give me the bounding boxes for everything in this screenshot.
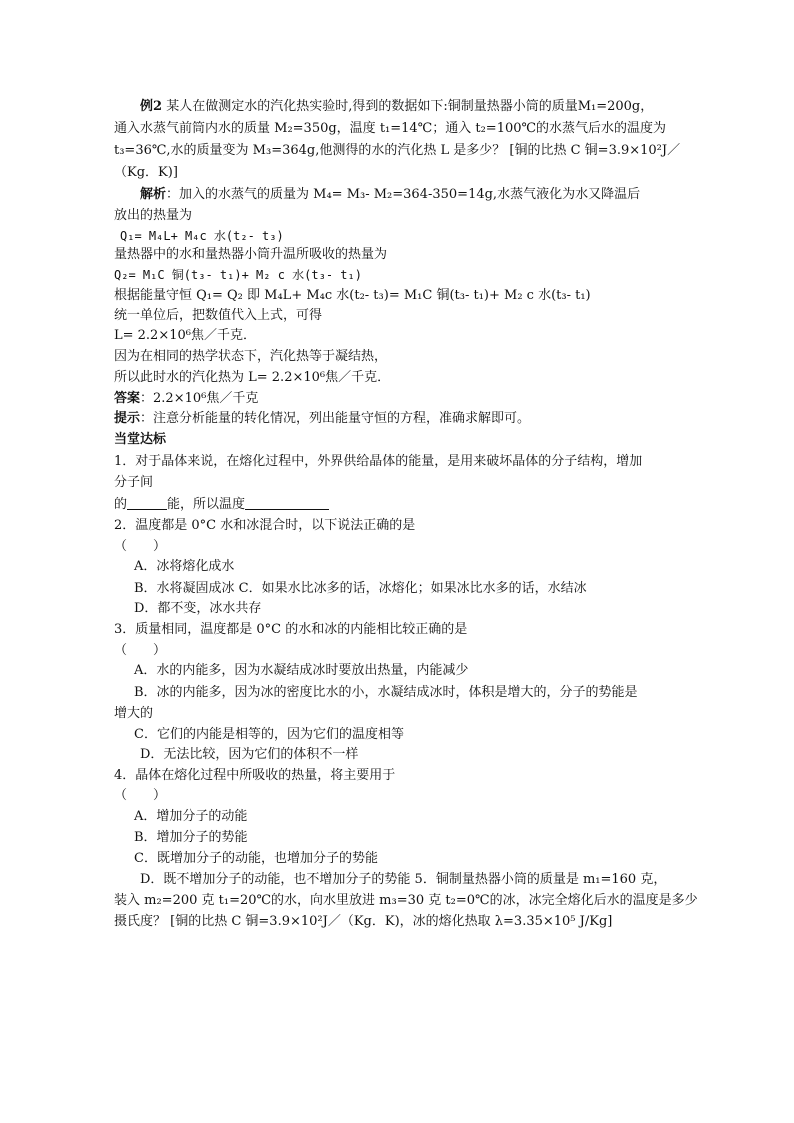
example-line-1 <box>140 97 712 117</box>
solution-line-7: 统一单位后，把数值代入上式，可得 <box>114 308 323 323</box>
q2-stem: 2．温度都是 0°C 水和冰混合时，以下说法正确的是 <box>114 518 416 533</box>
energy-conservation-line: 根据能量守恒 Q₁= Q₂ 即 M₄L+ M₄c 水(t₂- t₃)= M₁C 铜(t₃- t₁)+ M₂ c 水(t₃- t₁) <box>114 288 591 303</box>
answer-label: 答案 <box>114 391 141 406</box>
q2-option-d: D．都不变，冰水共存 <box>134 601 262 616</box>
formula-q1: Q₁= M₄L+ M₄c 水(t₂- t₃) <box>120 229 284 243</box>
example-line-2: 通入水蒸气前筒内水的质量 M₂=350g，温度 t₁=14℃；通入 t₂=100℃的水蒸气后水的温度为 <box>114 121 667 136</box>
q3-option-c: C．它们的内能是相等的，因为它们的温度相等 <box>134 727 404 742</box>
q3-option-b-line-1: B．冰的内能多，因为冰的密度比水的小，水凝结成冰时，体积是增大的，分子的势能是 <box>134 685 638 700</box>
q4-option-c: C．既增加分子的动能，也增加分子的势能 <box>134 851 378 866</box>
q3-answer-paren: （ ） <box>114 643 167 658</box>
answer-text: ：2.2×10⁶焦／千克 <box>140 391 259 406</box>
solution-line-2: 放出的热量为 <box>114 208 193 223</box>
example-line-3: t₃=36℃,水的质量变为 M₃=364g,他测得的水的汽化热 L 是多少？ [铜的比热 C 铜=3.9×10²J／ <box>114 143 681 158</box>
solution-text-1: ：加入的水蒸气的质量为 M₄= M₃- M₂=364-350=14g,水蒸气液化为水又降温后 <box>166 187 641 202</box>
q4-option-d: D．既不增加分子的动能，也不增加分子的势能 5．铜制量热器小筒的质量是 m₁=160 克， <box>140 872 667 887</box>
q1-line-3 <box>114 495 686 515</box>
hint-label: 提示 <box>114 411 141 426</box>
solution-line-1 <box>140 185 712 205</box>
q1-line-2: 分子间 <box>114 475 154 490</box>
example-text-1: 某人在做测定水的汽化热实验时,得到的数据如下:铜制量热器小筒的质量M₁=200g， <box>166 99 654 114</box>
q4-option-a: A．增加分子的动能 <box>134 809 248 824</box>
example-line-4: （Kg．K)] <box>114 165 178 180</box>
solution-line-4: 量热器中的水和量热器小筒升温所吸收的热量为 <box>114 247 388 262</box>
hint-text: ：注意分析能量的转化情况，列出能量守恒的方程，准确求解即可。 <box>140 411 531 426</box>
answer-line <box>114 389 686 409</box>
q3-option-d: D．无法比较，因为它们的体积不一样 <box>140 747 359 762</box>
q1-blank-2[interactable] <box>245 495 329 510</box>
q2-option-bc: B．水将凝固成冰 C．如果水比冰多的话，冰熔化；如果冰比水多的话，水结冰 <box>134 581 587 596</box>
q1-line-1: 1．对于晶体来说，在熔化过程中，外界供给晶体的能量，是用来破坏晶体的分子结构，增加 <box>114 454 643 469</box>
example-label: 例2 <box>140 99 163 114</box>
formula-q2: Q₂= M₁C 铜(t₃- t₁)+ M₂ c 水(t₃- t₁) <box>114 268 362 282</box>
solution-label: 解析 <box>140 187 167 202</box>
q3-stem: 3．质量相同，温度都是 0°C 的水和冰的内能相比较正确的是 <box>114 622 468 637</box>
q4-answer-paren: （ ） <box>114 788 167 803</box>
q1-text-b: 能，所以温度 <box>167 497 246 512</box>
q3-option-b-line-2: 增大的 <box>114 706 154 721</box>
q2-answer-paren: （ ） <box>114 539 167 554</box>
q4-option-b: B．增加分子的势能 <box>134 830 248 845</box>
q3-option-a: A．水的内能多，因为水凝结成冰时要放出热量，内能减少 <box>134 663 469 678</box>
hint-line <box>114 409 686 429</box>
solution-result-line: L= 2.2×10⁶焦／千克． <box>114 328 256 343</box>
solution-line-9: 因为在相同的热学状态下，汽化热等于凝结热， <box>114 349 388 364</box>
q5-line-2: 摄氏度？ [铜的比热 C 铜=3.9×10²J／（Kg．K)，冰的熔化热取 λ=3.35×10⁵ J/Kg] <box>114 914 613 929</box>
section-title: 当堂达标 <box>114 432 167 447</box>
solution-line-10: 所以此时水的汽化热为 L= 2.2×10⁶焦／千克． <box>114 370 391 385</box>
q1-text-a: 的 <box>114 497 128 512</box>
q4-stem: 4．晶体在熔化过程中所吸收的热量，将主要用于 <box>114 768 396 783</box>
q1-blank-1[interactable] <box>127 495 167 510</box>
q2-option-a: A．冰将熔化成水 <box>134 559 235 574</box>
q5-line-1: 装入 m₂=200 克 t₁=20℃的水，向水里放进 m₃=30 克 t₂=0℃的冰，冰完全熔化后水的温度是多少 <box>114 893 698 908</box>
